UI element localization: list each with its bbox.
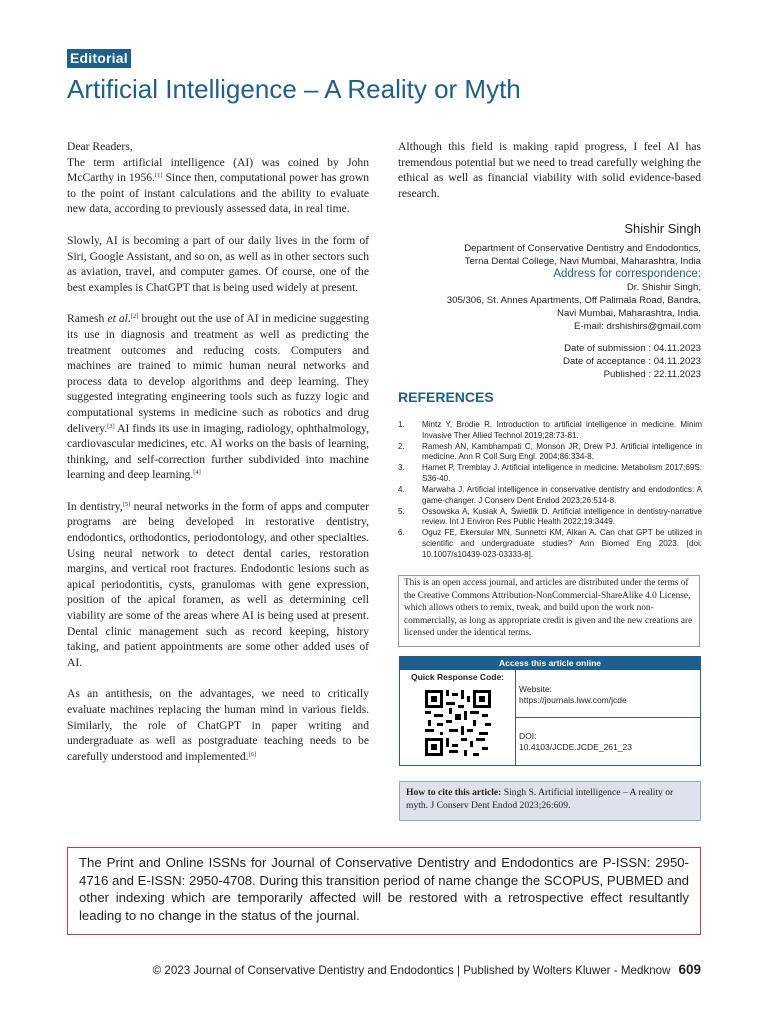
citation-ref[interactable]: [3] (107, 422, 115, 430)
correspondence-heading: Address for correspondence: (553, 268, 701, 280)
access-heading: Access this article online (400, 657, 700, 670)
reference-item: 2. Ramesh AN, Kambhampati C, Monson JR, Drew PJ. Artificial intelligence in medicine. Ann R Coll Surg Engl. 2004;86:334-8. (398, 441, 702, 462)
affiliation-dept: Department of Conservative Dentistry and Endodontics, (464, 243, 701, 254)
website-cell (515, 670, 700, 718)
open-access-license: This is an open access journal, and articles are distributed under the terms of the Creative Commons Attribution-NonCommercial-ShareAlike 4.0 License, which allows others to remix, tweak, and build upon the work non-commercially, as long as appropriate credit is given and the new creations are licensed under the identical terms. (398, 575, 700, 647)
citation-ref[interactable]: [4] (193, 469, 201, 477)
reference-item: 4. Marwaha J. Artificial intelligence in conservative dentistry and endodontics: A game-changer. J Conserv Dent Endod 2023;26:514-8. (398, 485, 702, 505)
website-link[interactable]: https://journals.lww.com/jcde (519, 695, 627, 705)
references-list (398, 420, 702, 561)
doi-cell (515, 718, 700, 765)
qr-code-icon[interactable] (423, 688, 493, 758)
page-number: 609 (678, 962, 701, 977)
paragraph-3: Ramesh et al.[2] brought out the use of AI in medicine suggesting its use in diagnosis and treatment as well as predicting the treatment outcomes and reducing costs. Computers and machines are trained to mimic human neural networks and process data to develop algorithms and deep learning. They suggested integrating engineering tools such as fuzzy logic and computational systems in medicine such as robotics and drug delivery.[3] AI finds its use in imaging, radiology, ophthalmology, cardiovascular medicines, etc. AI works on the basis of learning, thinking, and self-correction further subdivided into machine learning and deep learning.[4] (67, 312, 369, 482)
paragraph-5: As an antithesis, on the advantages, we need to critically evaluate machines replacing the human mind in various fields. Similarly, the role of ChatGPT in paper writing and undergraduate as well as postgraduate teaching needs to be carefully understood and implemented.[6] (67, 687, 369, 763)
how-to-cite-box (399, 781, 701, 821)
correspondence-name: Dr. Shishir Singh, (626, 282, 701, 293)
reference-item: 5. Ossowska A, Kusiak A, Świetlik D. Artificial intelligence in dentistry-narrative review. Int J Environ Res Public Health 2022;19:3449. (398, 506, 702, 527)
paragraph-1: The term artificial intelligence (AI) was coined by John McCarthy in 1956.[1] Since then, computational power has grown to the point of instant calculations and the ability to evaluate new data, according to previously assessed data, in real time. (67, 155, 369, 216)
reference-item: 3. Hamet P, Tremblay J. Artificial intelligence in medicine. Metabolism 2017;69S: S36-40. (398, 463, 702, 483)
article-dates (563, 342, 701, 381)
greeting: Dear Readers, (67, 140, 133, 153)
body-left-column (67, 139, 369, 780)
citation-ref[interactable]: [1] (154, 172, 163, 180)
citation-ref[interactable]: [5] (122, 500, 131, 508)
correspondence-email[interactable]: E-mail: drshishirs@gmail.com (573, 321, 701, 332)
citation-ref[interactable]: [2] (130, 313, 139, 321)
doi-link[interactable]: 10.4103/JCDE.JCDE_261_23 (519, 742, 632, 752)
correspondence-address-1: 305/306, St. Annes Apartments, Off Palimala Road, Bandra, (446, 295, 701, 306)
date-published: Published : 22.11.2023 (603, 369, 701, 380)
date-acceptance: Date of acceptance : 04.11.2023 (563, 356, 701, 367)
author-name: Shishir Singh (624, 221, 701, 236)
issn-notice-box (67, 847, 701, 935)
body-right-paragraph: Although this field is making rapid progress, I feel AI has tremendous potential but we need to tread carefully weighing the ethical as well as financial viability with solid evidence-based research. (398, 140, 701, 200)
correspondence-address-2: Navi Mumbai, Maharashtra, India. (557, 308, 701, 319)
page-footer (153, 962, 701, 977)
references-heading: REFERENCES (398, 389, 494, 405)
reference-item: 6. Oguz FE, Ekersular MN, Sunnetci KM, Alkan A. Can chat GPT be utilized in scientific and undergraduate studies? Ann Biomed Eng 2023. [doi: 10.1007/s10439-023-03333-8]. (398, 528, 702, 559)
access-online-box (399, 656, 701, 766)
citation-ref[interactable]: [6] (248, 750, 257, 758)
cite-text: Singh S. Artificial intelligence – A reality or myth. J Conserv Dent Endod 2023;26:609. (406, 787, 674, 811)
paragraph-4: In dentistry,[5] neural networks in the form of apps and computer programs are being developed in restorative dentistry, endodontics, orthodontics, periodontology, and other specialties. Using neural network to detect dental caries, restoration margins, and vertical root fractures. Endodontic lesions such as apical periodontitis, cysts, granulomas with gene expression, position of the apical foramen, as well as determining cell viability are some of the areas where AI is being used at present. Dental clinic management such as record keeping, history taking, and patient appointments are some other added uses of AI. (67, 499, 369, 669)
paragraph-2: Slowly, AI is becoming a part of our daily lives in the form of Siri, Google Assistant, and so on, as well as in other sectors such as aviation, travel, and computer games. Of course, one of the best examples is ChatGPT that is being used widely at present. (67, 233, 369, 294)
website-label: Website: (519, 684, 552, 694)
qr-label: Quick Response Code: (410, 672, 505, 682)
article-type-badge: Editorial (67, 49, 131, 68)
date-submission: Date of submission : 04.11.2023 (564, 343, 701, 354)
doi-label: DOI: (519, 731, 537, 741)
issn-notice-text: The Print and Online ISSNs for Journal of Conservative Dentistry and Endodontics are P-ISSN: 2950-4716 and E-ISSN: 2950-4708. During this transition period of name change the SCOPUS, PUBMED and other indexing which are temporarily affected will be restored with a retrospective effect resultantly leading to no change in the status of the journal. (79, 855, 689, 923)
reference-item: 1. Mintz Y, Brodie R. Introduction to artificial intelligence in medicine. Minim Invasive Ther Allied Technol 2019;28:73-81. (398, 420, 702, 440)
qr-cell (400, 670, 516, 765)
footer-copyright: © 2023 Journal of Conservative Dentistry and Endodontics | Published by Wolters Kluwer - Medknow (152, 964, 671, 977)
cite-label: How to cite this article: (406, 787, 502, 798)
article-title: Artificial Intelligence – A Reality or Myth (67, 74, 521, 104)
author-affiliation (381, 242, 701, 333)
affiliation-college: Terna Dental College, Navi Mumbai, Maharashtra, India (464, 256, 701, 267)
